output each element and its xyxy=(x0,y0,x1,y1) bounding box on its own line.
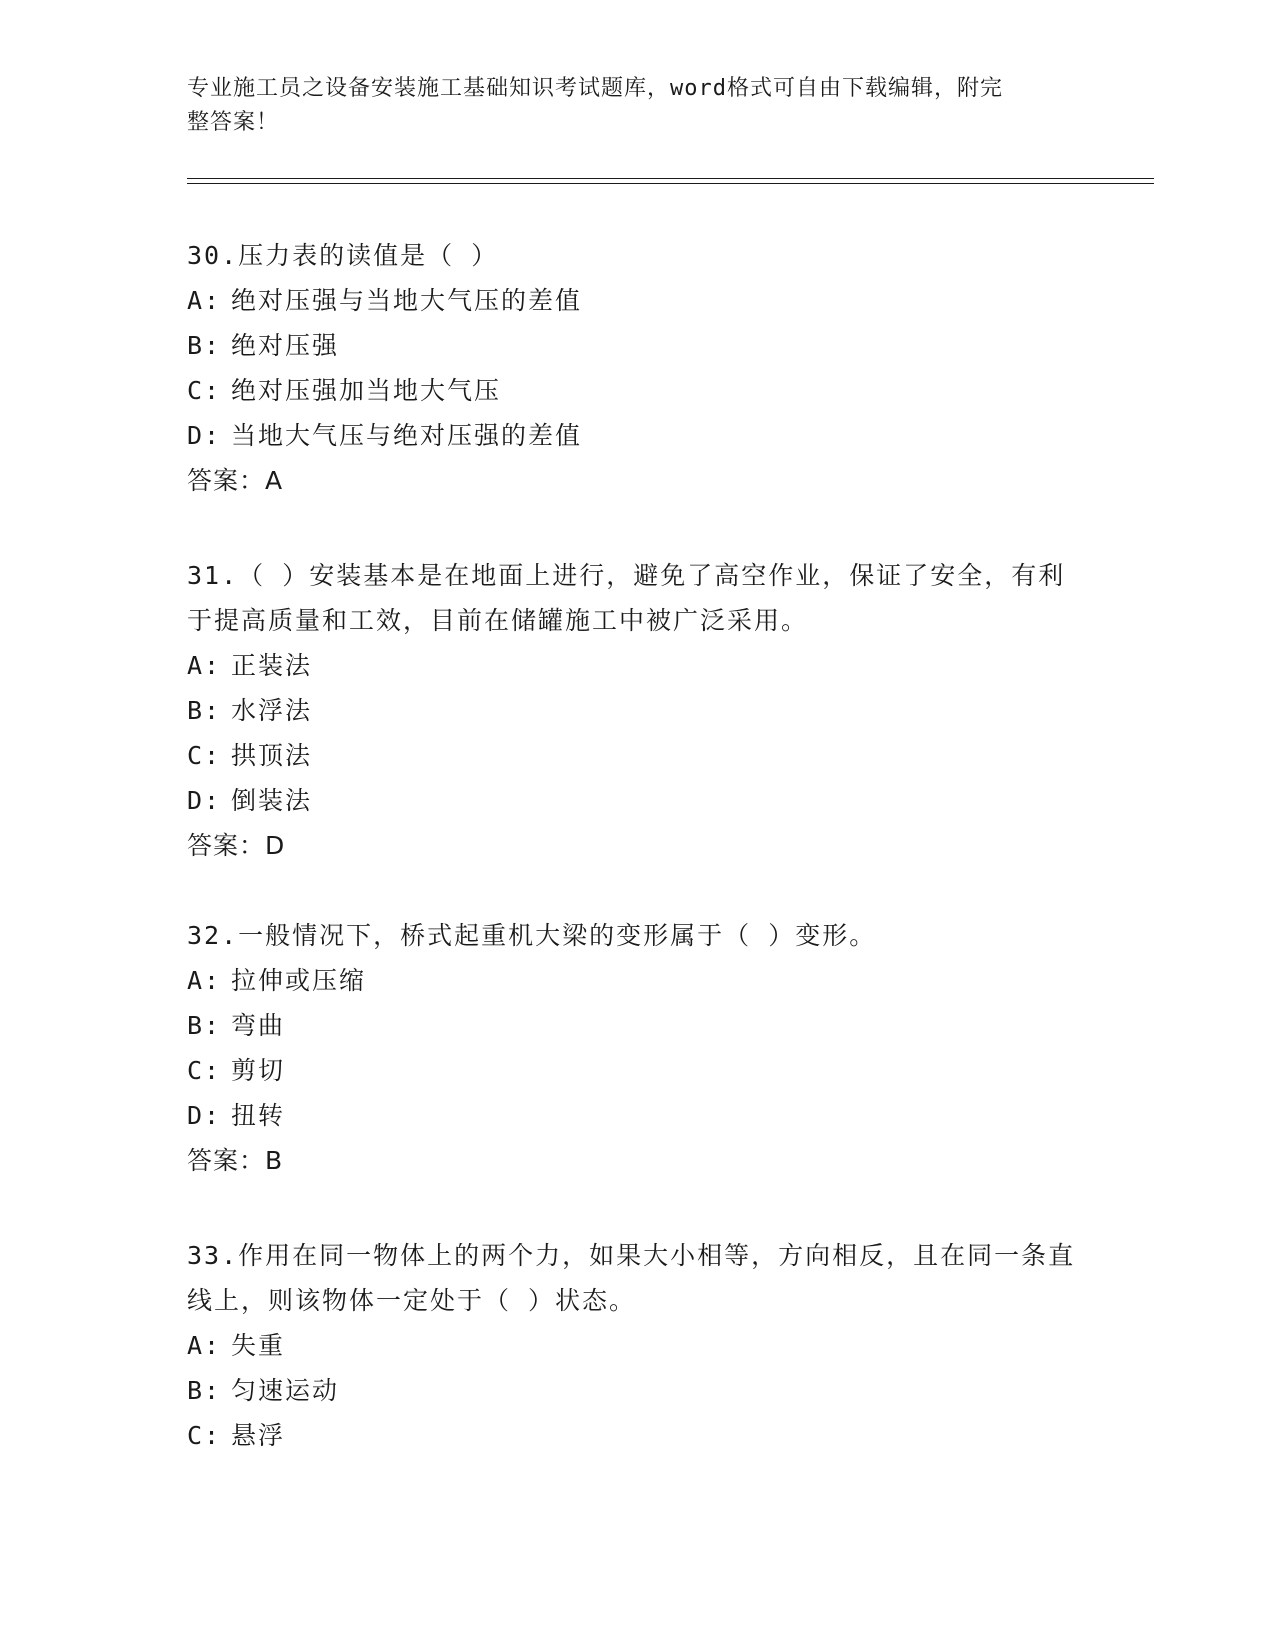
option-letter: C: xyxy=(187,741,222,770)
option-a xyxy=(187,958,1087,1003)
option-a xyxy=(187,278,1087,323)
option-b xyxy=(187,1368,1087,1413)
option-b xyxy=(187,323,1087,368)
option-letter: A: xyxy=(187,286,222,315)
option-d xyxy=(187,413,1087,458)
question-stem: 33.作用在同一物体上的两个力，如果大小相等，方向相反，且在同一条直线上，则该物体一定处于（ ）状态。 xyxy=(187,1241,1076,1315)
question-31 xyxy=(187,553,1087,868)
question-stem: 30.压力表的读值是（ ） xyxy=(187,241,499,270)
option-letter: B: xyxy=(187,331,222,360)
option-text: 匀速运动 xyxy=(231,1376,340,1405)
option-text: 绝对压强 xyxy=(231,331,340,360)
option-letter: A: xyxy=(187,1331,222,1360)
option-text: 失重 xyxy=(231,1331,286,1360)
option-letter: A: xyxy=(187,651,222,680)
option-b xyxy=(187,688,1087,733)
question-33 xyxy=(187,1233,1087,1458)
option-letter: D: xyxy=(187,421,222,450)
option-text: 拉伸或压缩 xyxy=(231,966,367,995)
option-text: 正装法 xyxy=(231,651,313,680)
option-letter: A: xyxy=(187,966,222,995)
option-a xyxy=(187,1323,1087,1368)
option-text: 扭转 xyxy=(231,1101,286,1130)
option-letter: C: xyxy=(187,1056,222,1085)
option-text: 绝对压强与当地大气压的差值 xyxy=(231,286,583,315)
option-c xyxy=(187,1048,1087,1093)
header-line-2: 整答案！ xyxy=(187,110,280,135)
option-text: 悬浮 xyxy=(231,1421,286,1450)
option-text: 当地大气压与绝对压强的差值 xyxy=(231,421,583,450)
option-letter: D: xyxy=(187,1101,222,1130)
option-letter: B: xyxy=(187,696,222,725)
question-stem: 32.一般情况下，桥式起重机大梁的变形属于（ ）变形。 xyxy=(187,921,877,950)
option-c xyxy=(187,733,1087,778)
header-divider-top xyxy=(187,178,1154,179)
question-32 xyxy=(187,913,1087,1183)
option-letter: C: xyxy=(187,376,222,405)
header-divider-bottom xyxy=(187,183,1154,184)
option-d xyxy=(187,1093,1087,1138)
question-30 xyxy=(187,233,1087,503)
option-text: 拱顶法 xyxy=(231,741,313,770)
option-text: 倒装法 xyxy=(231,786,313,815)
answer: 答案：D xyxy=(187,831,286,860)
option-text: 绝对压强加当地大气压 xyxy=(231,376,502,405)
answer: 答案：A xyxy=(187,466,284,495)
option-letter: D: xyxy=(187,786,222,815)
option-c xyxy=(187,1413,1087,1458)
option-letter: B: xyxy=(187,1376,222,1405)
option-text: 剪切 xyxy=(231,1056,286,1085)
option-text: 水浮法 xyxy=(231,696,313,725)
answer: 答案：B xyxy=(187,1146,284,1175)
option-a xyxy=(187,643,1087,688)
option-d xyxy=(187,778,1087,823)
option-c xyxy=(187,368,1087,413)
option-letter: B: xyxy=(187,1011,222,1040)
document-header xyxy=(187,72,1067,140)
option-letter: C: xyxy=(187,1421,222,1450)
header-line-1: 专业施工员之设备安装施工基础知识考试题库，word格式可自由下载编辑，附完 xyxy=(187,76,1003,101)
option-b xyxy=(187,1003,1087,1048)
question-stem: 31.（ ）安装基本是在地面上进行，避免了高空作业，保证了安全，有利于提高质量和工效，目前在储罐施工中被广泛采用。 xyxy=(187,561,1066,635)
option-text: 弯曲 xyxy=(231,1011,286,1040)
